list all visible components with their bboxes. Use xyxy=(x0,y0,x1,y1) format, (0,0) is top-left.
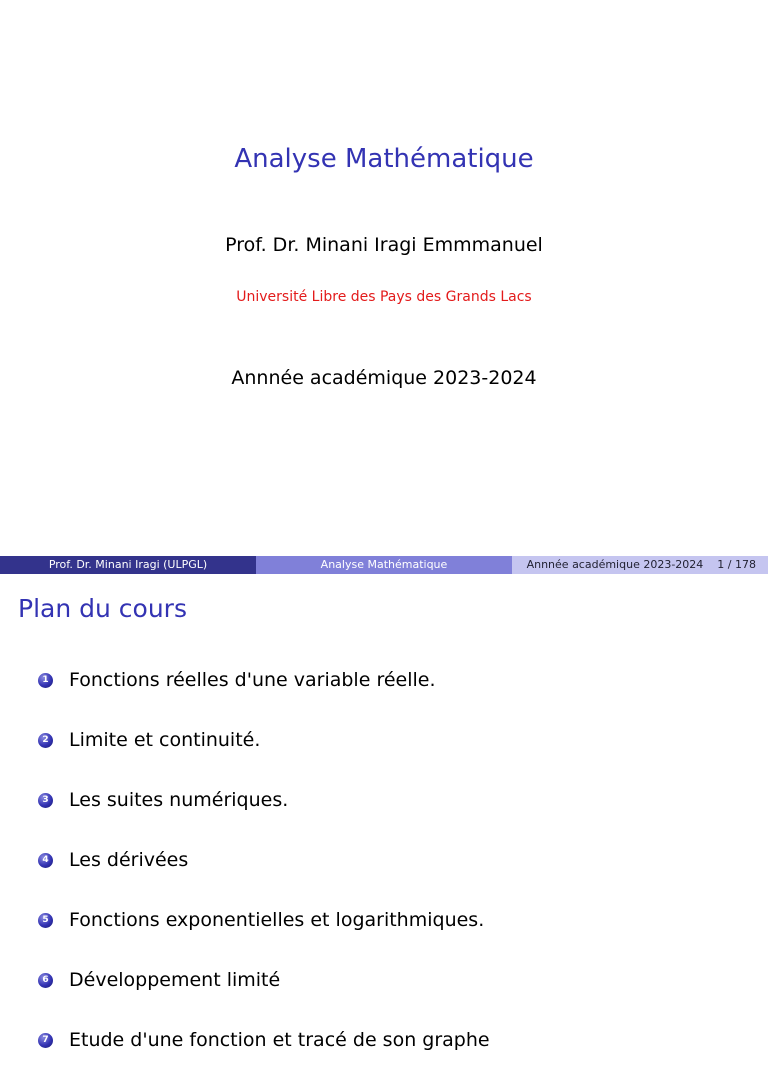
list-item-label: Fonctions réelles d'une variable réelle. xyxy=(69,669,436,691)
enumeration-ball-icon: 5 xyxy=(38,913,53,928)
list-item-label: Etude d'une fonction et tracé de son graphe xyxy=(69,1029,490,1051)
enumeration-ball-icon: 3 xyxy=(38,793,53,808)
page-number: 1 / 178 xyxy=(717,558,756,571)
academic-year: Annnée académique 2023-2024 xyxy=(231,367,537,389)
list-item-label: Développement limité xyxy=(69,969,281,991)
slide-footer xyxy=(0,556,768,574)
plan-slide xyxy=(0,574,768,1051)
list-item xyxy=(38,710,490,770)
list-item xyxy=(38,830,490,890)
footer-right xyxy=(512,556,768,574)
list-item xyxy=(38,770,490,830)
author: Prof. Dr. Minani Iragi Emmmanuel xyxy=(225,234,543,256)
list-item xyxy=(38,950,490,1010)
list-item xyxy=(38,1010,490,1070)
footer-author: Prof. Dr. Minani Iragi (ULPGL) xyxy=(0,556,256,574)
enumeration-ball-icon: 6 xyxy=(38,973,53,988)
footer-title: Analyse Mathématique xyxy=(256,556,512,574)
enumeration-ball-icon: 2 xyxy=(38,733,53,748)
list-item xyxy=(38,890,490,950)
enumeration-ball-icon: 1 xyxy=(38,673,53,688)
list-item-label: Limite et continuité. xyxy=(69,729,261,751)
list-item-label: Fonctions exponentielles et logarithmiques. xyxy=(69,909,485,931)
plan-list xyxy=(38,650,490,1070)
footer-date: Annnée académique 2023-2024 xyxy=(526,558,704,571)
enumeration-ball-icon: 7 xyxy=(38,1033,53,1048)
enumeration-ball-icon: 4 xyxy=(38,853,53,868)
list-item-label: Les dérivées xyxy=(69,849,189,871)
list-item xyxy=(38,650,490,710)
plan-title: Plan du cours xyxy=(18,594,187,623)
list-item-label: Les suites numériques. xyxy=(69,789,289,811)
institute: Université Libre des Pays des Grands Lacs xyxy=(236,289,532,305)
slide-title: Analyse Mathématique xyxy=(234,144,534,174)
